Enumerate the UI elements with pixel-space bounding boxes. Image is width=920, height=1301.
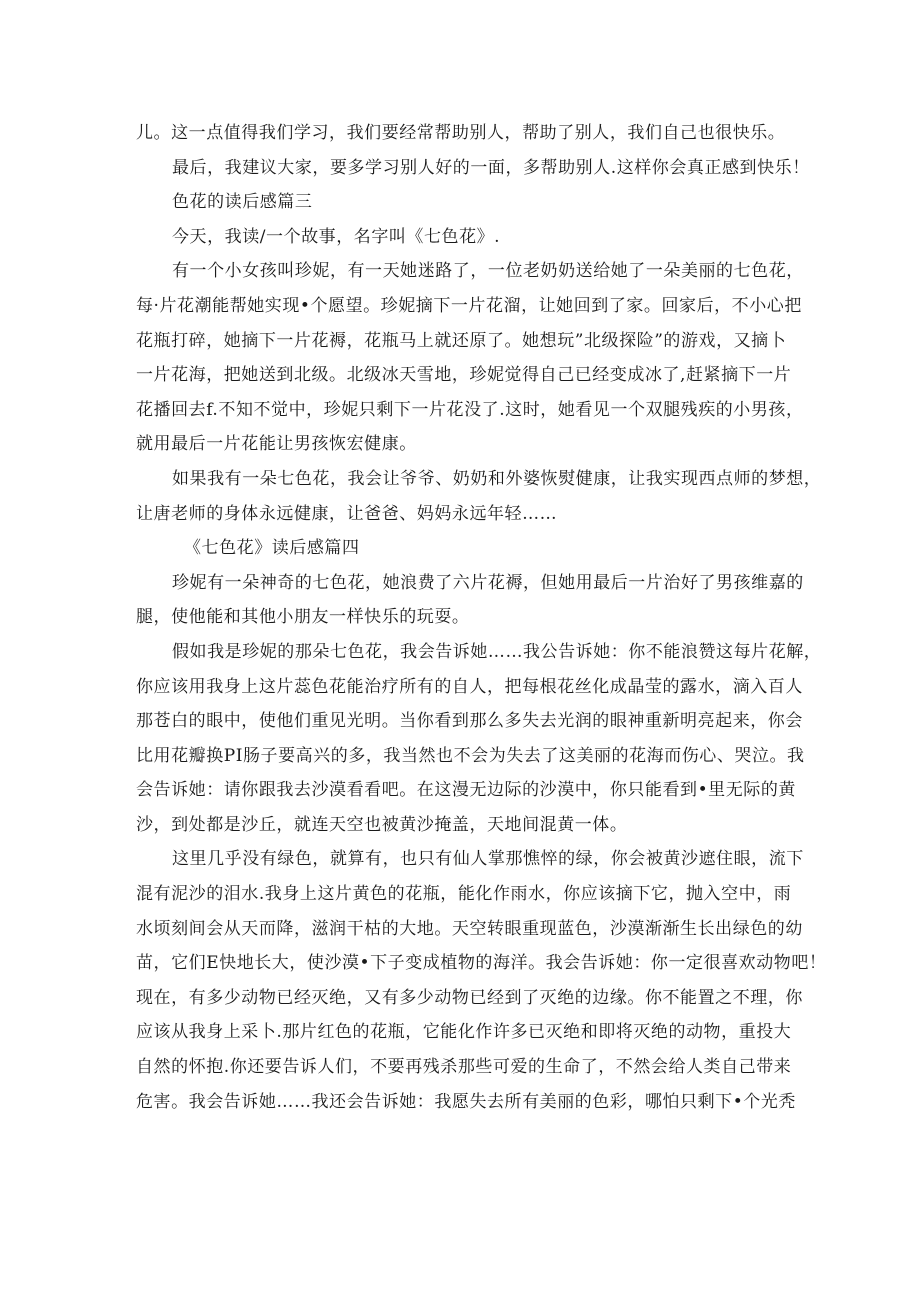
paragraph-line: 珍妮有一朵神奇的七色花，她浪费了六片花褥，但她用最后一片治好了男孩维嘉的 xyxy=(172,572,804,593)
paragraph-line: 应该从我身上采卜.那片红色的花瓶，它能化作许多已灭绝和即将灭绝的动物，重投大 xyxy=(136,1022,792,1043)
paragraph-line: 让唐老师的身体永远健康，让爸爸、妈妈永远年轻…… xyxy=(136,503,558,524)
paragraph-line: 沙，到处都是沙丘，就连天空也被黄沙掩盖，天地间混黄一体。 xyxy=(136,814,628,835)
paragraph-line: 你应该用我身上这片蕊色花能治疗所有的自人，把每根花丝化成晶莹的露水，滴入百人 xyxy=(136,676,803,697)
paragraph-line: 自然的怀抱.你还要告诉人们，不要再残杀那些可爱的生命了，不然会给人类自己带来 xyxy=(136,1057,792,1078)
paragraph-line: 苗，它们E快地长大，使沙漠•下子变成植物的海洋。我会告诉她：你一定很喜欢动物吧！ xyxy=(136,953,827,974)
paragraph-line: 花瓶打碎，她摘下一片花褥，花瓶马上就还原了。她想玩”北级探险”的游戏，又摘卜 xyxy=(136,330,787,351)
paragraph-line: 如果我有一朵七色花，我会让爷爷、奶奶和外婆恢熨健康，让我实现西点师的梦想， xyxy=(172,468,822,489)
paragraph-line: 就用最后一片花能让男孩恢宏健康。 xyxy=(136,434,417,455)
section-heading: 《七色花》读后感篇四 xyxy=(184,538,360,559)
paragraph-line: 一片花海，把她送到北级。北级冰天雪地，珍妮觉得自己已经变成冰了,赶紧摘下一片 xyxy=(136,365,792,386)
paragraph-line: 花播回去f.不知不觉中，珍妮只剩下一片花没了.这时，她看见一个双腿残疾的小男孩， xyxy=(136,399,804,420)
paragraph-line: 水顷刻间会从天而降，滋润干枯的大地。天空转眼重现蓝色，沙漠渐渐生长出绿色的幼 xyxy=(136,918,803,939)
document-body xyxy=(136,116,827,1119)
paragraph-line: 假如我是珍妮的那朵七色花，我会告诉她……我公告诉她：你不能浪赞这每片花解， xyxy=(172,641,822,662)
paragraph-line: 最后，我建议大家，要多学习别人好的一面，多帮助别人.这样你会真正感到快乐！ xyxy=(172,157,810,178)
paragraph-line: 每·片花潮能帮她实现•个愿望。珍妮摘下一片花溜，让她回到了家。回家后，不小心把 xyxy=(136,295,802,316)
paragraph-line: 有一个小女孩叫珍妮，有一天她迷路了，一位老奶奶送给她了一朵美丽的七色花， xyxy=(172,261,804,282)
paragraph-line: 那苍白的眼中，使他们重见光明。当你看到那么多失去光润的眼神重新明亮起来，你会 xyxy=(136,711,803,732)
paragraph-line: 今天，我读/一个故事，名字叫《七色花》. xyxy=(172,226,501,247)
paragraph-line: 儿。这一点值得我们学习，我们要经常帮助别人，帮助了别人，我们自己也很快乐。 xyxy=(136,123,786,143)
paragraph-line: 比用花瓣换PI肠子要高兴的多，我当然也不会为失去了这美丽的花海而伤心、哭泣。我 xyxy=(136,745,805,766)
paragraph-line: 这里几乎没有绿色，就算有，也只有仙人掌那憔悴的绿，你会被黄沙遮住眼，流下 xyxy=(172,849,804,870)
paragraph-line: 会告诉她：请你跟我去沙漠看看吧。在这漫无边际的沙漠中，你只能看到•里无际的黄 xyxy=(136,780,796,801)
paragraph-line: 现在，有多少动物已经灭绝，又有多少动物已经到了灭绝的边缘。你不能置之不理，你 xyxy=(136,987,803,1008)
paragraph-line: 危害。我会告诉她……我还会告诉她：我愿失去所有美丽的色彩，哪怕只剩下•个光秃 xyxy=(136,1091,796,1112)
paragraph-line: 混有泥沙的泪水.我身上这片黄色的花瓶，能化作雨水，你应该摘下它，抛入空中，雨 xyxy=(136,884,792,905)
section-heading: 色花的读后感篇三 xyxy=(172,192,313,213)
paragraph-line: 腿，使他能和其他小朋友一样快乐的玩耍。 xyxy=(136,607,470,628)
